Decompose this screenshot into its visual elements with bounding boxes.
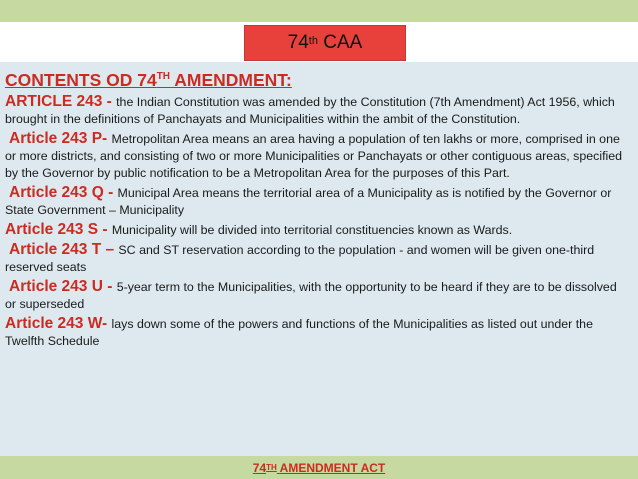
article-text: SC and ST reservation according to the population - and women will be given one-third reserved seats bbox=[5, 242, 595, 274]
article-text: lays down some of the powers and functions of the Municipalities as listed out under the Twelfth Schedule bbox=[5, 316, 593, 348]
footer-sup: TH bbox=[266, 463, 277, 472]
footer-post: AMENDMENT ACT bbox=[276, 460, 386, 475]
footer-title bbox=[0, 456, 638, 479]
slide-title bbox=[244, 25, 406, 61]
article-243-t bbox=[5, 241, 630, 276]
article-243-p bbox=[5, 130, 630, 182]
article-text: Municipal Area means the territorial area of a Municipality as is notified by the Governor or State Government – Municipality bbox=[5, 185, 612, 217]
contents-heading bbox=[5, 66, 630, 91]
title-rest: CAA bbox=[317, 32, 363, 53]
article-text: 5-year term to the Municipalities, with the opportunity to be heard if they are to be dissolved or superseded bbox=[5, 279, 617, 311]
article-label: Article 243 S - bbox=[5, 220, 112, 238]
article-text: the Indian Constitution was amended by the Constitution (7th Amendment) Act 1956, which brought in the definitions of Panchayats and Municipalities within the ambit of the Constitution. bbox=[5, 94, 615, 126]
title-number: 74 bbox=[287, 32, 309, 53]
article-label: Article 243 Q - bbox=[9, 183, 118, 201]
heading-pre: CONTENTS OD 74 bbox=[5, 69, 157, 90]
article-label: Article 243 W- bbox=[5, 314, 112, 332]
article-label: ARTICLE 243 - bbox=[5, 92, 117, 110]
article-label: Article 243 P- bbox=[9, 129, 112, 147]
article-243-u bbox=[5, 278, 630, 313]
article-label: Article 243 U - bbox=[9, 277, 117, 295]
content-panel bbox=[0, 62, 638, 456]
article-text: Metropolitan Area means an area having a population of ten lakhs or more, comprised in one or more districts, and consisting of two or more Municipalities or Panchayats or other contiguous areas, specified by the Governor by public notification to be a Metropolitan Area for the purposes of this Part. bbox=[5, 131, 623, 180]
title-sup: th bbox=[308, 35, 318, 47]
article-243-s bbox=[5, 221, 630, 239]
heading-sup: TH bbox=[156, 71, 171, 82]
article-243 bbox=[5, 93, 630, 128]
footer-pre: 74 bbox=[252, 460, 267, 475]
article-243-w bbox=[5, 315, 630, 350]
article-243-q bbox=[5, 184, 630, 219]
top-band bbox=[0, 0, 638, 22]
article-label: Article 243 T – bbox=[9, 240, 119, 258]
heading-post: AMENDMENT: bbox=[170, 69, 292, 90]
article-text: Municipality will be divided into territorial constituencies known as Wards. bbox=[111, 222, 513, 237]
